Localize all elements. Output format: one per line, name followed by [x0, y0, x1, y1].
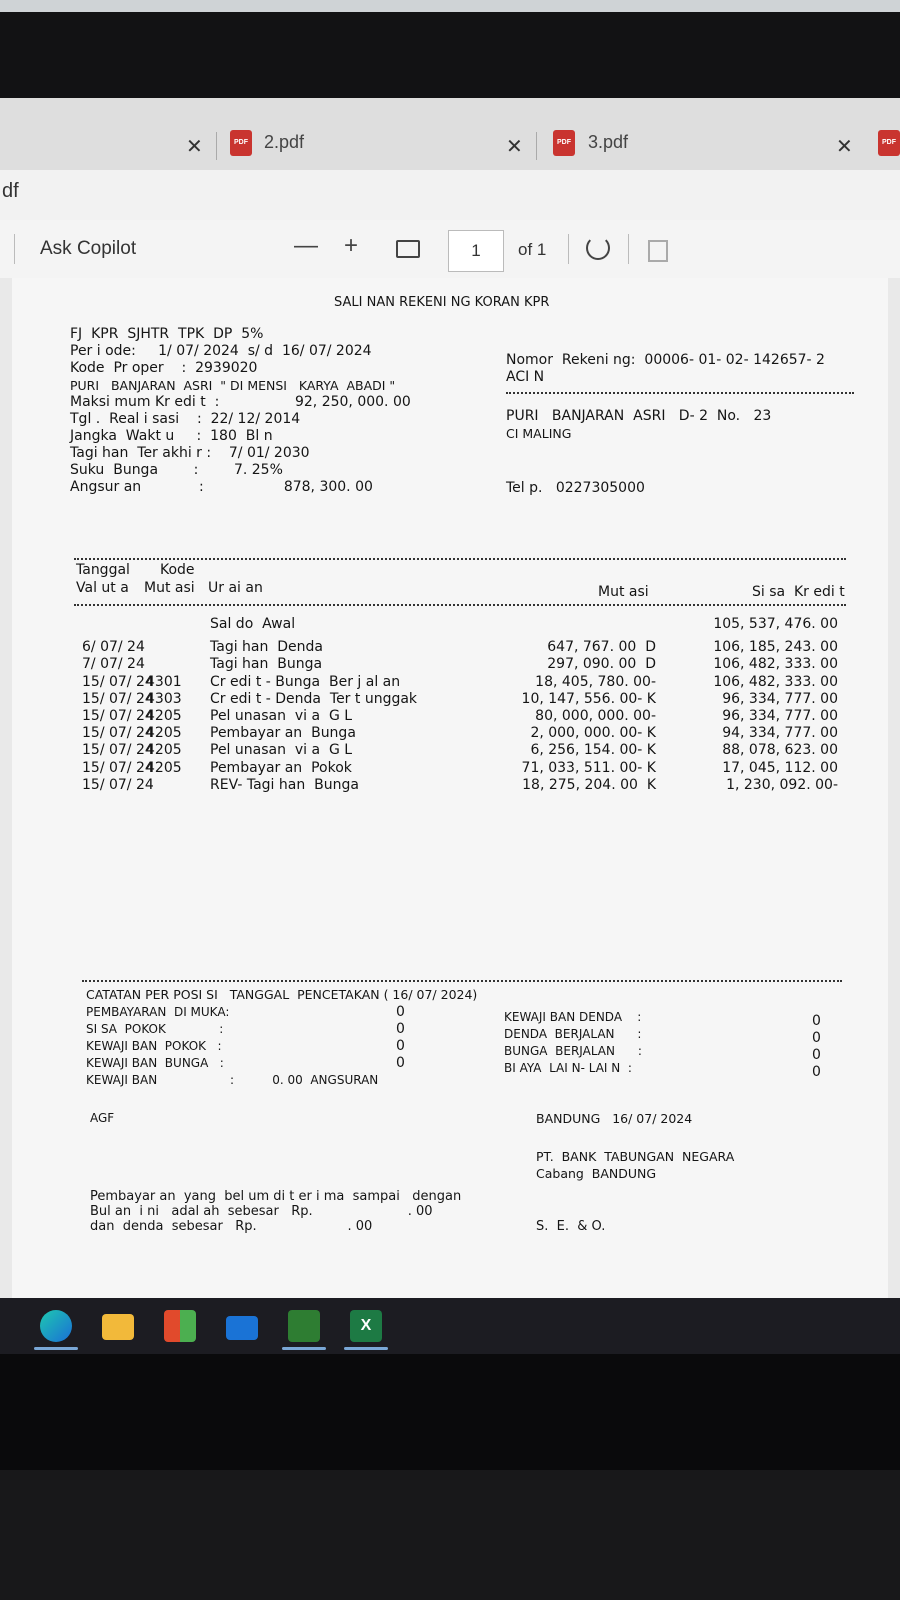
excel-icon[interactable]: X [350, 1310, 382, 1342]
col-kode: Kode [160, 562, 195, 578]
active-indicator [282, 1347, 326, 1350]
row-date: 15/ 07/ 24 [82, 759, 154, 776]
note-label: KEWAJI BAN DENDA : [504, 1010, 642, 1024]
note-label: KEWAJI BAN POKOK : [86, 1039, 222, 1053]
taskbar [0, 1298, 900, 1354]
row-description: Tagi han Bunga [210, 656, 323, 673]
page-number-input[interactable]: 1 [448, 230, 504, 272]
row-mutasi: 647, 767. 00 D [547, 639, 656, 656]
dotted-divider [74, 558, 846, 560]
col-mutasi: Mut asi [598, 584, 649, 600]
header-line: Tgl . Real i sasi : 22/ 12/ 2014 [70, 411, 301, 427]
app-icon[interactable] [288, 1310, 320, 1342]
row-code: 4205 [146, 742, 182, 759]
header-line: Maksi mum Kr edi t : 92, 250, 000. 00 [70, 394, 411, 410]
row-mutasi: 80, 000, 000. 00- [535, 708, 656, 724]
footer-note: Bul an i ni adal ah sebesar Rp. . 00 [90, 1204, 433, 1219]
tab-bar [0, 98, 900, 170]
pdf-viewport[interactable] [0, 278, 900, 1298]
note-value: : 0. 00 ANGSURAN [230, 1073, 379, 1087]
wall-background [0, 0, 900, 12]
header-line: FJ KPR SJHTR TPK DP 5% [70, 326, 264, 342]
note-value: 0 [812, 1064, 821, 1080]
account-number: Nomor Rekeni ng: 00006- 01- 02- 142657- 2 [506, 352, 825, 368]
address-line: PURI BANJARAN ASRI D- 2 No. 23 [506, 408, 772, 424]
rotate-icon[interactable] [586, 236, 610, 260]
header-line: Angsur an : 878, 300. 00 [70, 479, 373, 495]
row-date: 7/ 07/ 24 [82, 656, 145, 673]
tab-3-pdf[interactable]: 3.pdf [588, 132, 629, 152]
col-mutasi-code: Mut asi [144, 580, 195, 596]
note-label: DENDA BERJALAN : [504, 1027, 642, 1041]
row-description: Cr edi t - Bunga Ber j al an [210, 673, 401, 690]
row-code: 4205 [146, 708, 182, 724]
pdf-icon: PDF [553, 130, 575, 156]
row-date: 15/ 07/ 24 [82, 690, 154, 707]
footer-branch: Cabang BANDUNG [536, 1166, 657, 1181]
row-description: Pembayar an Bunga [210, 725, 356, 742]
tab-separator [536, 132, 537, 160]
row-description: Pembayar an Pokok [210, 759, 352, 776]
fit-width-icon[interactable] [396, 240, 420, 258]
row-mutasi: 297, 090. 00 D [547, 656, 656, 673]
header-line: Kode Pr oper : 2939020 [70, 360, 258, 376]
row-mutasi: 6, 256, 154. 00- K [530, 742, 656, 759]
row-sisa-kredit: 106, 185, 243. 00 [713, 639, 838, 656]
row-description: REV- Tagi han Bunga [210, 776, 359, 793]
footer-note: Pembayar an yang bel um di t er i ma sampai dengan [90, 1189, 462, 1204]
col-uraian: Ur ai an [208, 580, 263, 596]
toolbar-separator [568, 234, 569, 264]
row-date: 15/ 07/ 24 [82, 742, 154, 759]
footer-seo: S. E. & O. [536, 1219, 606, 1234]
notes-title: CATATAN PER POSI SI TANGGAL PENCETAKAN ( 16/ 07/ 2024) [86, 987, 478, 1002]
tab-close-button[interactable]: ✕ [506, 136, 523, 158]
mail-icon[interactable] [226, 1316, 258, 1340]
tab-2-pdf[interactable]: 2.pdf [264, 132, 305, 152]
note-value: 0 [812, 1013, 821, 1029]
note-label: PEMBAYARAN DI MUKA: [86, 1005, 230, 1019]
page-count: of 1 [518, 240, 547, 259]
account-name: ACI N [506, 369, 545, 385]
header-line: Suku Bunga : 7. 25% [70, 462, 283, 478]
store-icon[interactable] [164, 1310, 196, 1342]
row-description: Cr edi t - Denda Ter t unggak [210, 690, 418, 707]
row-mutasi: 10, 147, 556. 00- K [521, 690, 656, 707]
row-sisa-kredit: 96, 334, 777. 00 [722, 708, 838, 724]
dotted-divider [82, 980, 842, 982]
note-value: 0 [396, 1055, 405, 1071]
row-date: 15/ 07/ 24 [82, 708, 154, 724]
row-description: Sal do Awal [210, 616, 296, 632]
note-label: SI SA POKOK : [86, 1022, 224, 1036]
header-line: Jangka Wakt u : 180 Bl n [70, 428, 273, 444]
row-date: 15/ 07/ 24 [82, 776, 154, 793]
footer-note: dan denda sebesar Rp. . 00 [90, 1219, 373, 1234]
footer-city-date: BANDUNG 16/ 07/ 2024 [536, 1111, 693, 1126]
row-date: 15/ 07/ 24 [82, 725, 154, 742]
row-sisa-kredit: 105, 537, 476. 00 [713, 616, 838, 632]
dotted-divider [74, 604, 846, 606]
ask-copilot-button[interactable]: Ask Copilot [40, 238, 137, 259]
row-date: 6/ 07/ 24 [82, 639, 145, 656]
note-value: 0 [396, 1004, 405, 1020]
zoom-in-button[interactable]: + [344, 232, 359, 259]
col-valuta: Val ut a [76, 580, 129, 596]
row-code: 4303 [146, 690, 182, 707]
row-sisa-kredit: 88, 078, 623. 00 [722, 742, 838, 759]
note-value: 0 [812, 1030, 821, 1046]
row-sisa-kredit: 1, 230, 092. 00- [726, 776, 838, 793]
pdf-icon: PDF [230, 130, 252, 156]
row-mutasi: 71, 033, 511. 00- K [521, 759, 656, 776]
row-description: Tagi han Denda [210, 639, 323, 656]
tab-close-button[interactable]: ✕ [186, 136, 203, 158]
active-indicator [34, 1347, 78, 1350]
active-indicator [344, 1347, 388, 1350]
address-bar[interactable] [0, 170, 900, 220]
note-value: 0 [396, 1038, 405, 1054]
row-mutasi: 18, 275, 204. 00 K [522, 776, 656, 793]
footer-code: AGF [90, 1111, 115, 1125]
file-explorer-icon[interactable] [102, 1314, 134, 1340]
page-view-icon[interactable] [648, 240, 668, 262]
row-sisa-kredit: 94, 334, 777. 00 [722, 725, 838, 742]
row-description: Pel unasan vi a G L [210, 708, 353, 724]
note-value: 0 [396, 1021, 405, 1037]
pdf-page [12, 278, 888, 1298]
dotted-divider [506, 392, 854, 394]
tab-separator [216, 132, 217, 160]
edge-icon[interactable] [40, 1310, 72, 1342]
toolbar-separator [14, 234, 15, 264]
header-line: Per i ode: 1/ 07/ 2024 s/ d 16/ 07/ 2024 [70, 343, 372, 359]
footer-bank: PT. BANK TABUNGAN NEGARA [536, 1149, 735, 1164]
row-sisa-kredit: 96, 334, 777. 00 [722, 690, 838, 707]
row-description: Pel unasan vi a G L [210, 742, 353, 759]
toolbar-separator [628, 234, 629, 264]
row-sisa-kredit: 106, 482, 333. 00 [713, 656, 838, 673]
address-text: df [2, 180, 19, 202]
note-value: 0 [812, 1047, 821, 1063]
row-mutasi: 18, 405, 780. 00- [535, 673, 656, 690]
pdf-icon: PDF [878, 130, 900, 156]
header-line: Tagi han Ter akhi r : 7/ 01/ 2030 [70, 445, 310, 461]
note-label: BI AYA LAI N- LAI N : [504, 1061, 632, 1075]
row-mutasi: 2, 000, 000. 00- K [530, 725, 656, 742]
row-sisa-kredit: 106, 482, 333. 00 [713, 673, 838, 690]
col-tanggal: Tanggal [76, 562, 130, 578]
desk-background [0, 1470, 900, 1600]
row-code: 4205 [146, 725, 182, 742]
document-title: SALI NAN REKENI NG KORAN KPR [334, 295, 550, 310]
phone: Tel p. 0227305000 [506, 480, 645, 496]
row-sisa-kredit: 17, 045, 112. 00 [722, 759, 838, 776]
note-label: BUNGA BERJALAN : [504, 1044, 642, 1058]
note-label: KEWAJI BAN [86, 1073, 158, 1087]
row-code: 4301 [146, 673, 182, 690]
address-line: CI MALING [506, 426, 572, 441]
note-label: KEWAJI BAN BUNGA : [86, 1056, 224, 1070]
row-date: 15/ 07/ 24 [82, 673, 154, 690]
col-sisa-kredit: Si sa Kr edi t [752, 584, 845, 600]
row-code: 4205 [146, 759, 182, 776]
monitor-bezel-top [0, 12, 900, 98]
header-line: PURI BANJARAN ASRI " DI MENSI KARYA ABADI " [70, 378, 396, 393]
tab-close-button[interactable]: ✕ [836, 136, 853, 158]
pdf-toolbar [0, 220, 900, 279]
zoom-out-button[interactable]: — [294, 232, 318, 259]
